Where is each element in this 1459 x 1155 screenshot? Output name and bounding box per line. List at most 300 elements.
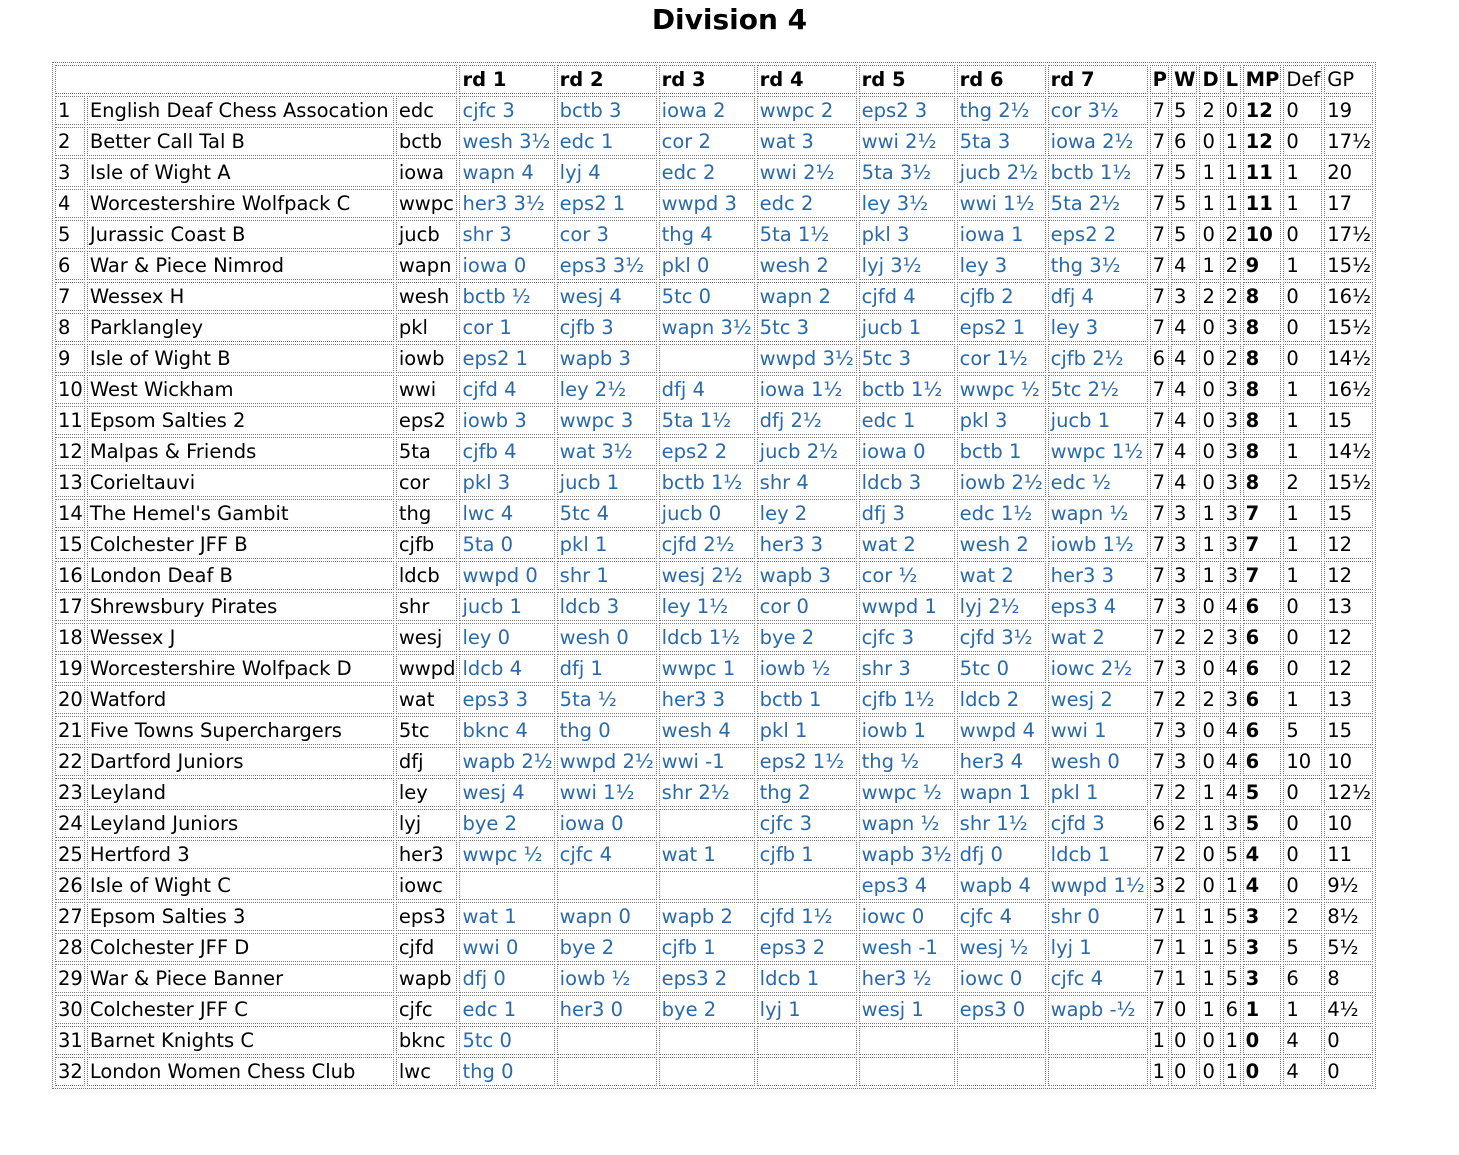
round-1-result[interactable]: wapn 4 [459, 158, 554, 187]
round-1-result[interactable]: iowa 0 [459, 251, 554, 280]
round-2-result[interactable]: wwi 1½ [557, 778, 657, 807]
round-2-result[interactable]: ley 2½ [557, 375, 657, 404]
round-1-result[interactable]: her3 3½ [459, 189, 554, 218]
round-6-result[interactable]: wesh 2 [957, 530, 1046, 559]
drawn-cell: 0 [1199, 437, 1220, 466]
round-2-result[interactable]: 5tc 4 [557, 499, 657, 528]
round-2-result[interactable]: wapn 0 [557, 902, 657, 931]
round-6-result[interactable]: cjfd 3½ [957, 623, 1046, 652]
team-name-cell: Shrewsbury Pirates [87, 592, 394, 621]
round-2-result[interactable]: wwpd 2½ [557, 747, 657, 776]
team-name-cell: War & Piece Banner [87, 964, 394, 993]
round-1-result[interactable]: wapb 2½ [459, 747, 554, 776]
table-row [55, 313, 1373, 342]
match-points-cell: 8 [1243, 375, 1282, 404]
won-cell: 4 [1171, 406, 1198, 435]
round-1-result[interactable]: lwc 4 [459, 499, 554, 528]
round-7-result[interactable]: wwpd 1½ [1048, 871, 1148, 900]
team-name-cell: Dartford Juniors [87, 747, 394, 776]
header-lost: L [1223, 65, 1241, 94]
lost-cell: 2 [1223, 282, 1241, 311]
round-5-result[interactable]: her3 ½ [859, 964, 955, 993]
team-name-cell: Isle of Wight A [87, 158, 394, 187]
round-6-result[interactable]: her3 4 [957, 747, 1046, 776]
round-3-result [659, 1026, 755, 1055]
round-5-result[interactable]: jucb 1 [859, 313, 955, 342]
round-5-result[interactable]: ley 3½ [859, 189, 955, 218]
position-cell: 5 [55, 220, 85, 249]
round-7-result[interactable]: wesj 2 [1048, 685, 1148, 714]
round-4-result[interactable]: cjfc 3 [757, 809, 857, 838]
team-code-cell: wwpd [396, 654, 458, 683]
round-2-result[interactable]: dfj 1 [557, 654, 657, 683]
round-6-result[interactable]: wapn 1 [957, 778, 1046, 807]
defaults-cell: 1 [1283, 685, 1322, 714]
table-row [55, 1057, 1373, 1086]
round-7-result[interactable]: shr 0 [1048, 902, 1148, 931]
round-1-result[interactable]: ley 0 [459, 623, 554, 652]
round-4-result[interactable]: cjfd 1½ [757, 902, 857, 931]
match-points-cell: 6 [1243, 747, 1282, 776]
round-6-result[interactable]: wwpd 4 [957, 716, 1046, 745]
round-7-result[interactable]: wat 2 [1048, 623, 1148, 652]
round-3-result[interactable]: ldcb 1½ [659, 623, 755, 652]
won-cell: 6 [1171, 127, 1198, 156]
round-7-result[interactable]: 5tc 2½ [1048, 375, 1148, 404]
round-6-result[interactable]: 5ta 3 [957, 127, 1046, 156]
round-4-result[interactable]: her3 3 [757, 530, 857, 559]
game-points-cell: 15½ [1324, 468, 1373, 497]
round-3-result[interactable]: cjfd 2½ [659, 530, 755, 559]
match-points-cell: 10 [1243, 220, 1282, 249]
round-4-result[interactable]: ley 2 [757, 499, 857, 528]
round-3-result[interactable]: wesj 2½ [659, 561, 755, 590]
round-4-result[interactable]: 5ta 1½ [757, 220, 857, 249]
round-4-result[interactable]: eps3 2 [757, 933, 857, 962]
lost-cell: 1 [1223, 158, 1241, 187]
round-1-result[interactable]: wesj 4 [459, 778, 554, 807]
round-5-result[interactable]: eps2 3 [859, 96, 955, 125]
round-4-result[interactable]: dfj 2½ [757, 406, 857, 435]
round-5-result[interactable]: wat 2 [859, 530, 955, 559]
played-cell: 7 [1150, 499, 1169, 528]
round-1-result[interactable]: eps2 1 [459, 344, 554, 373]
round-5-result[interactable]: bctb 1½ [859, 375, 955, 404]
round-4-result[interactable]: wapn 2 [757, 282, 857, 311]
round-1-result[interactable]: wwpc ½ [459, 840, 554, 869]
table-row [55, 840, 1373, 869]
round-5-result[interactable]: wapn ½ [859, 809, 955, 838]
defaults-cell: 2 [1283, 468, 1322, 497]
lost-cell: 3 [1223, 375, 1241, 404]
round-5-result[interactable]: thg ½ [859, 747, 955, 776]
round-2-result[interactable]: bctb 3 [557, 96, 657, 125]
round-1-result[interactable]: ldcb 4 [459, 654, 554, 683]
round-6-result[interactable]: thg 2½ [957, 96, 1046, 125]
lost-cell: 1 [1223, 127, 1241, 156]
round-6-result[interactable]: iowa 1 [957, 220, 1046, 249]
round-1-result[interactable]: cjfc 3 [459, 96, 554, 125]
team-name-cell: Hertford 3 [87, 840, 394, 869]
round-3-result[interactable]: ley 1½ [659, 592, 755, 621]
round-1-result[interactable]: 5tc 0 [459, 1026, 554, 1055]
match-points-cell: 6 [1243, 654, 1282, 683]
round-7-result[interactable]: ldcb 1 [1048, 840, 1148, 869]
round-2-result [557, 1057, 657, 1086]
round-3-result[interactable]: pkl 0 [659, 251, 755, 280]
round-7-result[interactable]: cjfb 2½ [1048, 344, 1148, 373]
round-2-result[interactable]: wesj 4 [557, 282, 657, 311]
won-cell: 4 [1171, 313, 1198, 342]
played-cell: 7 [1150, 778, 1169, 807]
match-points-cell: 8 [1243, 313, 1282, 342]
round-5-result[interactable]: shr 3 [859, 654, 955, 683]
lost-cell: 0 [1223, 96, 1241, 125]
round-5-result [859, 1057, 955, 1086]
round-5-result[interactable]: ldcb 3 [859, 468, 955, 497]
round-4-result[interactable]: cjfb 1 [757, 840, 857, 869]
round-7-result[interactable]: iowb 1½ [1048, 530, 1148, 559]
round-4-result[interactable]: bye 2 [757, 623, 857, 652]
round-3-result[interactable]: edc 2 [659, 158, 755, 187]
defaults-cell: 0 [1283, 96, 1322, 125]
round-2-result[interactable]: eps2 1 [557, 189, 657, 218]
round-4-result[interactable]: cor 0 [757, 592, 857, 621]
match-points-cell: 8 [1243, 468, 1282, 497]
round-5-result[interactable]: wesh -1 [859, 933, 955, 962]
round-2-result[interactable]: thg 0 [557, 716, 657, 745]
round-6-result[interactable]: ldcb 2 [957, 685, 1046, 714]
round-6-result[interactable]: wwpc ½ [957, 375, 1046, 404]
game-points-cell: 4½ [1324, 995, 1373, 1024]
round-1-result[interactable]: shr 3 [459, 220, 554, 249]
round-3-result[interactable]: her3 3 [659, 685, 755, 714]
team-code-cell: iowb [396, 344, 458, 373]
round-5-result[interactable]: iowb 1 [859, 716, 955, 745]
round-1-result[interactable]: jucb 1 [459, 592, 554, 621]
won-cell: 4 [1171, 375, 1198, 404]
round-7-result[interactable]: iowc 2½ [1048, 654, 1148, 683]
round-1-result[interactable]: wwi 0 [459, 933, 554, 962]
round-1-result[interactable]: wat 1 [459, 902, 554, 931]
game-points-cell: 13 [1324, 685, 1373, 714]
round-7-result[interactable]: jucb 1 [1048, 406, 1148, 435]
round-4-result[interactable]: wwpd 3½ [757, 344, 857, 373]
round-4-result[interactable]: wwpc 2 [757, 96, 857, 125]
defaults-cell: 0 [1283, 344, 1322, 373]
round-3-result[interactable]: bctb 1½ [659, 468, 755, 497]
won-cell: 5 [1171, 220, 1198, 249]
round-6-result[interactable]: jucb 2½ [957, 158, 1046, 187]
round-5-result[interactable]: eps3 4 [859, 871, 955, 900]
round-4-result[interactable]: wat 3 [757, 127, 857, 156]
round-4-result[interactable]: wapb 3 [757, 561, 857, 590]
round-1-result[interactable]: bknc 4 [459, 716, 554, 745]
round-4-result[interactable]: bctb 1 [757, 685, 857, 714]
position-cell: 18 [55, 623, 85, 652]
round-5-result [859, 1026, 955, 1055]
team-name-cell: Leyland Juniors [87, 809, 394, 838]
round-4-result[interactable]: wwi 2½ [757, 158, 857, 187]
round-7-result[interactable]: wapb -½ [1048, 995, 1148, 1024]
team-name-cell: Better Call Tal B [87, 127, 394, 156]
round-5-result[interactable]: wwpd 1 [859, 592, 955, 621]
round-2-result[interactable]: cjfc 4 [557, 840, 657, 869]
round-6-result[interactable]: bctb 1 [957, 437, 1046, 466]
round-5-result[interactable]: iowa 0 [859, 437, 955, 466]
round-7-result[interactable]: cjfd 3 [1048, 809, 1148, 838]
round-3-result[interactable]: wapb 2 [659, 902, 755, 931]
match-points-cell: 12 [1243, 127, 1282, 156]
round-4-result[interactable]: wesh 2 [757, 251, 857, 280]
round-5-result[interactable]: cor ½ [859, 561, 955, 590]
round-5-result[interactable]: 5ta 3½ [859, 158, 955, 187]
round-3-result[interactable]: 5tc 0 [659, 282, 755, 311]
round-6-result[interactable]: shr 1½ [957, 809, 1046, 838]
match-points-cell: 8 [1243, 344, 1282, 373]
round-6-result[interactable]: lyj 2½ [957, 592, 1046, 621]
round-3-result[interactable]: eps2 2 [659, 437, 755, 466]
round-2-result[interactable]: wat 3½ [557, 437, 657, 466]
round-7-result[interactable]: ley 3 [1048, 313, 1148, 342]
round-7-result[interactable]: eps2 2 [1048, 220, 1148, 249]
round-7-result[interactable]: wwpc 1½ [1048, 437, 1148, 466]
round-3-result[interactable]: 5ta 1½ [659, 406, 755, 435]
team-code-cell: cjfb [396, 530, 458, 559]
team-name-cell: Wessex H [87, 282, 394, 311]
round-7-result[interactable]: wwi 1 [1048, 716, 1148, 745]
round-5-result[interactable]: wwpc ½ [859, 778, 955, 807]
round-2-result[interactable]: her3 0 [557, 995, 657, 1024]
round-6-result[interactable]: eps2 1 [957, 313, 1046, 342]
team-code-cell: 5tc [396, 716, 458, 745]
round-7-result[interactable]: cjfc 4 [1048, 964, 1148, 993]
round-5-result[interactable]: dfj 3 [859, 499, 955, 528]
game-points-cell: 20 [1324, 158, 1373, 187]
round-7-result[interactable]: wesh 0 [1048, 747, 1148, 776]
game-points-cell: 19 [1324, 96, 1373, 125]
round-6-result[interactable]: iowc 0 [957, 964, 1046, 993]
team-code-cell: wapb [396, 964, 458, 993]
round-1-result[interactable]: wwpd 0 [459, 561, 554, 590]
round-4-result[interactable]: lyj 1 [757, 995, 857, 1024]
won-cell: 3 [1171, 654, 1198, 683]
round-1-result[interactable]: cjfd 4 [459, 375, 554, 404]
match-points-cell: 4 [1243, 840, 1282, 869]
round-5-result[interactable]: lyj 3½ [859, 251, 955, 280]
round-5-result[interactable]: cjfd 4 [859, 282, 955, 311]
header-rd3: rd 3 [659, 65, 755, 94]
round-4-result[interactable]: 5tc 3 [757, 313, 857, 342]
round-3-result[interactable]: dfj 4 [659, 375, 755, 404]
round-7-result[interactable]: her3 3 [1048, 561, 1148, 590]
round-3-result[interactable]: shr 2½ [659, 778, 755, 807]
round-1-result[interactable]: edc 1 [459, 995, 554, 1024]
round-4-result[interactable]: eps2 1½ [757, 747, 857, 776]
lost-cell: 1 [1223, 871, 1241, 900]
played-cell: 7 [1150, 406, 1169, 435]
round-4-result[interactable]: ldcb 1 [757, 964, 857, 993]
round-2-result[interactable]: bye 2 [557, 933, 657, 962]
round-2-result[interactable]: jucb 1 [557, 468, 657, 497]
round-7-result[interactable]: bctb 1½ [1048, 158, 1148, 187]
round-1-result[interactable]: bctb ½ [459, 282, 554, 311]
round-6-result[interactable]: pkl 3 [957, 406, 1046, 435]
round-1-result[interactable]: bye 2 [459, 809, 554, 838]
lost-cell: 3 [1223, 809, 1241, 838]
round-5-result[interactable]: wwi 2½ [859, 127, 955, 156]
round-1-result[interactable]: wesh 3½ [459, 127, 554, 156]
round-4-result[interactable]: pkl 1 [757, 716, 857, 745]
round-6-result[interactable]: wapb 4 [957, 871, 1046, 900]
table-row [55, 623, 1373, 652]
round-4-result[interactable]: iowa 1½ [757, 375, 857, 404]
round-5-result[interactable]: cjfc 3 [859, 623, 955, 652]
round-2-result[interactable]: pkl 1 [557, 530, 657, 559]
defaults-cell: 1 [1283, 499, 1322, 528]
round-1-result[interactable]: pkl 3 [459, 468, 554, 497]
match-points-cell: 7 [1243, 530, 1282, 559]
round-2-result[interactable]: wapb 3 [557, 344, 657, 373]
round-7-result[interactable]: dfj 4 [1048, 282, 1148, 311]
round-1-result[interactable]: eps3 3 [459, 685, 554, 714]
round-3-result[interactable]: cjfb 1 [659, 933, 755, 962]
round-6-result[interactable]: dfj 0 [957, 840, 1046, 869]
round-2-result[interactable]: shr 1 [557, 561, 657, 590]
round-3-result[interactable]: iowa 2 [659, 96, 755, 125]
header-match-points: MP [1243, 65, 1282, 94]
round-5-result[interactable]: wapb 3½ [859, 840, 955, 869]
round-1-result[interactable]: cor 1 [459, 313, 554, 342]
round-3-result[interactable]: eps3 2 [659, 964, 755, 993]
round-2-result[interactable]: cor 3 [557, 220, 657, 249]
round-4-result[interactable]: thg 2 [757, 778, 857, 807]
table-row [55, 871, 1373, 900]
round-4-result[interactable]: iowb ½ [757, 654, 857, 683]
round-5-result[interactable]: cjfb 1½ [859, 685, 955, 714]
round-2-result[interactable]: 5ta ½ [557, 685, 657, 714]
defaults-cell: 0 [1283, 840, 1322, 869]
defaults-cell: 0 [1283, 871, 1322, 900]
round-3-result[interactable]: jucb 0 [659, 499, 755, 528]
lost-cell: 3 [1223, 561, 1241, 590]
round-6-result[interactable]: cor 1½ [957, 344, 1046, 373]
round-3-result[interactable]: wwpc 1 [659, 654, 755, 683]
header-drawn: D [1199, 65, 1220, 94]
round-7-result[interactable]: eps3 4 [1048, 592, 1148, 621]
round-2-result[interactable]: iowb ½ [557, 964, 657, 993]
team-code-cell: eps3 [396, 902, 458, 931]
round-3-result[interactable]: bye 2 [659, 995, 755, 1024]
game-points-cell: 9½ [1324, 871, 1373, 900]
round-7-result[interactable]: cor 3½ [1048, 96, 1148, 125]
team-name-cell: Leyland [87, 778, 394, 807]
round-7-result[interactable]: wapn ½ [1048, 499, 1148, 528]
round-2-result[interactable]: edc 1 [557, 127, 657, 156]
table-row [55, 747, 1373, 776]
match-points-cell: 12 [1243, 96, 1282, 125]
round-6-result[interactable]: cjfc 4 [957, 902, 1046, 931]
round-2-result[interactable]: wwpc 3 [557, 406, 657, 435]
round-6-result[interactable]: iowb 2½ [957, 468, 1046, 497]
round-6-result[interactable]: ley 3 [957, 251, 1046, 280]
round-1-result[interactable]: cjfb 4 [459, 437, 554, 466]
round-2-result[interactable]: lyj 4 [557, 158, 657, 187]
round-4-result[interactable]: shr 4 [757, 468, 857, 497]
played-cell: 7 [1150, 127, 1169, 156]
position-cell: 15 [55, 530, 85, 559]
match-points-cell: 8 [1243, 282, 1282, 311]
round-7-result[interactable]: 5ta 2½ [1048, 189, 1148, 218]
round-7-result[interactable]: pkl 1 [1048, 778, 1148, 807]
round-2-result[interactable]: eps3 3½ [557, 251, 657, 280]
team-code-cell: iowc [396, 871, 458, 900]
round-3-result[interactable]: cor 2 [659, 127, 755, 156]
round-3-result[interactable]: thg 4 [659, 220, 755, 249]
round-5-result[interactable]: wesj 1 [859, 995, 955, 1024]
position-cell: 26 [55, 871, 85, 900]
round-2-result[interactable]: iowa 0 [557, 809, 657, 838]
round-3-result[interactable]: wwpd 3 [659, 189, 755, 218]
lost-cell: 4 [1223, 592, 1241, 621]
round-6-result[interactable]: 5tc 0 [957, 654, 1046, 683]
round-1-result[interactable]: thg 0 [459, 1057, 554, 1086]
round-5-result[interactable]: edc 1 [859, 406, 955, 435]
round-7-result[interactable]: edc ½ [1048, 468, 1148, 497]
table-row [55, 778, 1373, 807]
round-5-result[interactable]: iowc 0 [859, 902, 955, 931]
round-6-result[interactable]: eps3 0 [957, 995, 1046, 1024]
round-6-result[interactable]: wwi 1½ [957, 189, 1046, 218]
round-7-result[interactable]: thg 3½ [1048, 251, 1148, 280]
team-code-cell: iowa [396, 158, 458, 187]
round-1-result[interactable]: iowb 3 [459, 406, 554, 435]
round-2-result[interactable]: wesh 0 [557, 623, 657, 652]
round-2-result[interactable]: ldcb 3 [557, 592, 657, 621]
team-name-cell: Wessex J [87, 623, 394, 652]
round-3-result[interactable]: wapn 3½ [659, 313, 755, 342]
round-3-result[interactable]: wesh 4 [659, 716, 755, 745]
team-name-cell: Malpas & Friends [87, 437, 394, 466]
round-3-result[interactable]: wat 1 [659, 840, 755, 869]
round-1-result[interactable]: 5ta 0 [459, 530, 554, 559]
defaults-cell: 0 [1283, 623, 1322, 652]
round-7-result[interactable]: lyj 1 [1048, 933, 1148, 962]
played-cell: 6 [1150, 809, 1169, 838]
position-cell: 6 [55, 251, 85, 280]
team-code-cell: pkl [396, 313, 458, 342]
position-cell: 29 [55, 964, 85, 993]
table-row [55, 251, 1373, 280]
match-points-cell: 9 [1243, 251, 1282, 280]
defaults-cell: 0 [1283, 127, 1322, 156]
played-cell: 7 [1150, 220, 1169, 249]
round-4-result[interactable]: jucb 2½ [757, 437, 857, 466]
round-2-result[interactable]: cjfb 3 [557, 313, 657, 342]
round-6-result[interactable]: cjfb 2 [957, 282, 1046, 311]
played-cell: 7 [1150, 964, 1169, 993]
round-6-result[interactable]: edc 1½ [957, 499, 1046, 528]
round-3-result[interactable]: wwi -1 [659, 747, 755, 776]
round-6-result[interactable]: wesj ½ [957, 933, 1046, 962]
round-1-result[interactable]: dfj 0 [459, 964, 554, 993]
round-4-result[interactable]: edc 2 [757, 189, 857, 218]
round-6-result[interactable]: wat 2 [957, 561, 1046, 590]
round-7-result[interactable]: iowa 2½ [1048, 127, 1148, 156]
round-5-result[interactable]: 5tc 3 [859, 344, 955, 373]
drawn-cell: 0 [1199, 747, 1220, 776]
round-5-result[interactable]: pkl 3 [859, 220, 955, 249]
